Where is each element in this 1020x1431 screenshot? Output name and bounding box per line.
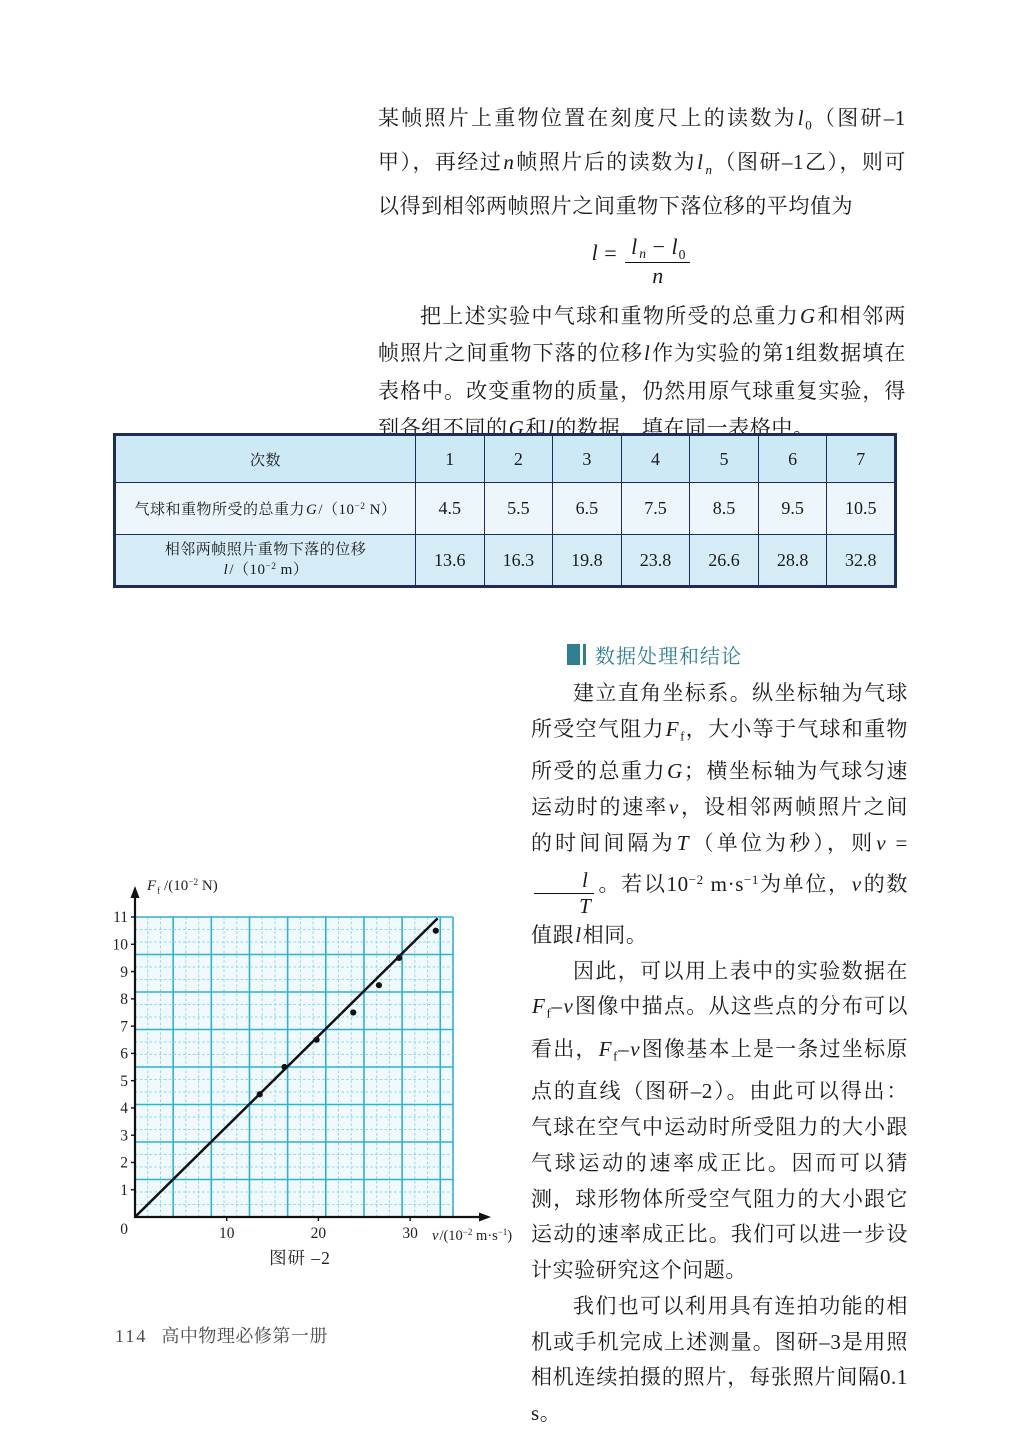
svg-text:2: 2 [120,1154,128,1172]
svg-text:11: 11 [113,909,128,927]
svg-text:10: 10 [218,1225,235,1242]
section-heading [567,640,908,669]
svg-text:3: 3 [120,1127,128,1145]
svg-text:8: 8 [120,991,128,1009]
x-axis-label: $v/(10^{-2}$ $m\cdot s^{-1}$) [432,1227,513,1244]
table-cell: 4.5 [416,483,485,535]
ff-v-chart [113,876,523,1248]
page-number: 114 [115,1326,148,1346]
data-processing-section [531,640,908,1431]
table-row-gravity [115,483,896,535]
row-label-line2: $l/(10^{-2}$ m） [223,561,309,578]
svg-text:7: 7 [120,1018,128,1036]
paragraph-conclusion: 因此，可以用上表中的实验数据在$F_f-v$图像中描点。从这些点的分布可以看出，$F_f-v$图像基本上是一条过坐标原点的直线（图研–2）。由此可以得出：气球在空气中运动时所受阻力的大小跟气球运动的速率成正比。因而可以猜测，球形物体所受空气阻力的大小跟它运动的速率成正比。我们可以进一步设计实验研究这个问题。 [531,958,908,1283]
table-cell: 10.5 [827,483,896,535]
y-axis-label: $F_f$ $/(10^{-2}$ N) [147,878,218,897]
table-header-cell: 4 [621,435,690,483]
svg-text:9: 9 [120,963,128,981]
table-cell: 7.5 [621,483,690,535]
table-header-cell: 次数 [115,435,416,483]
table-header-cell: 5 [690,435,759,483]
row-label-line1: 相邻两帧照片重物下落的位移 [164,541,367,558]
paragraph-burst-camera: 我们也可以利用具有连拍功能的相机或手机完成上述测量。图研–3是用照相机连续拍摄的照片，每张照片间隔0.1 s。 [531,1293,908,1426]
table-header-cell: 6 [758,435,827,483]
ff-v-chart-figure [113,876,523,1276]
table-cell: 26.6 [690,535,759,587]
svg-text:30: 30 [402,1225,418,1242]
svg-text:4: 4 [120,1100,128,1118]
experiment-data-table [113,433,897,588]
table-row-displacement [115,535,896,587]
table-cell: 8.5 [690,483,759,535]
svg-text:0: 0 [120,1221,128,1238]
paragraph-coordinate-system: 建立直角坐标系。纵坐标轴为气球所受空气阻力$F_f$，大小等于气球和重物所受的总重力G；横坐标轴为气球匀速运动时的速率v，设相邻两帧照片之间的时间间隔为T（单位为秒），则v = $\frac{l}{T}$ 。若以$10^{-2}$ $m\cdot s^{-1}$为单位，v的数值跟l相同。 [531,681,909,947]
section-marker-icon [567,644,586,665]
row-label-gravity: 气球和重物所受的总重力$G/(10^{-2}$ N） [115,483,416,535]
svg-text:1: 1 [120,1181,128,1199]
page-footer [115,1322,328,1348]
paragraph-measurement: 某帧照片上重物位置在刻度尺上的读数为$l_0$（图研–1甲），再经过n帧照片后的读数为l $_n$（图研–1乙），则可以得到相邻两帧照片之间重物下落位移的平均值为 [378,106,907,219]
table-cell: 32.8 [827,535,896,587]
table-header-cell: 7 [827,435,896,483]
book-title: 高中物理必修第一册 [161,1326,328,1346]
table-cell: 19.8 [553,535,622,587]
table-cell: 16.3 [484,535,553,587]
table-cell: 13.6 [416,535,485,587]
table-cell: 6.5 [553,483,622,535]
table-cell: 9.5 [758,483,827,535]
intro-text-block [378,100,906,448]
table-header-cell: 2 [484,435,553,483]
svg-text:6: 6 [120,1045,128,1063]
figure-caption: 图研 –2 [269,1248,331,1268]
svg-text:5: 5 [120,1072,128,1090]
svg-text:20: 20 [310,1225,327,1242]
table-cell: 28.8 [758,535,827,587]
table-header-row [115,435,896,483]
average-displacement-formula: l = $\frac{l _n - l_0}{n}$ [378,235,906,289]
paragraph-table-instruction: 把上述实验中气球和重物所受的总重力G和相邻两帧照片之间重物下落的位移l作为实验的第1组数据填在表格中。改变重物的质量，仍然用原气球重复实验，得到各组不同的G和l的数据，填在同一表格中。 [378,303,906,441]
row-label-displacement [115,535,416,587]
section-heading-label: 数据处理和结论 [595,646,742,668]
table-cell: 5.5 [484,483,553,535]
svg-text:10: 10 [113,936,128,954]
table-header-cell: 3 [553,435,622,483]
table-cell: 23.8 [621,535,690,587]
table-header-cell: 1 [416,435,485,483]
